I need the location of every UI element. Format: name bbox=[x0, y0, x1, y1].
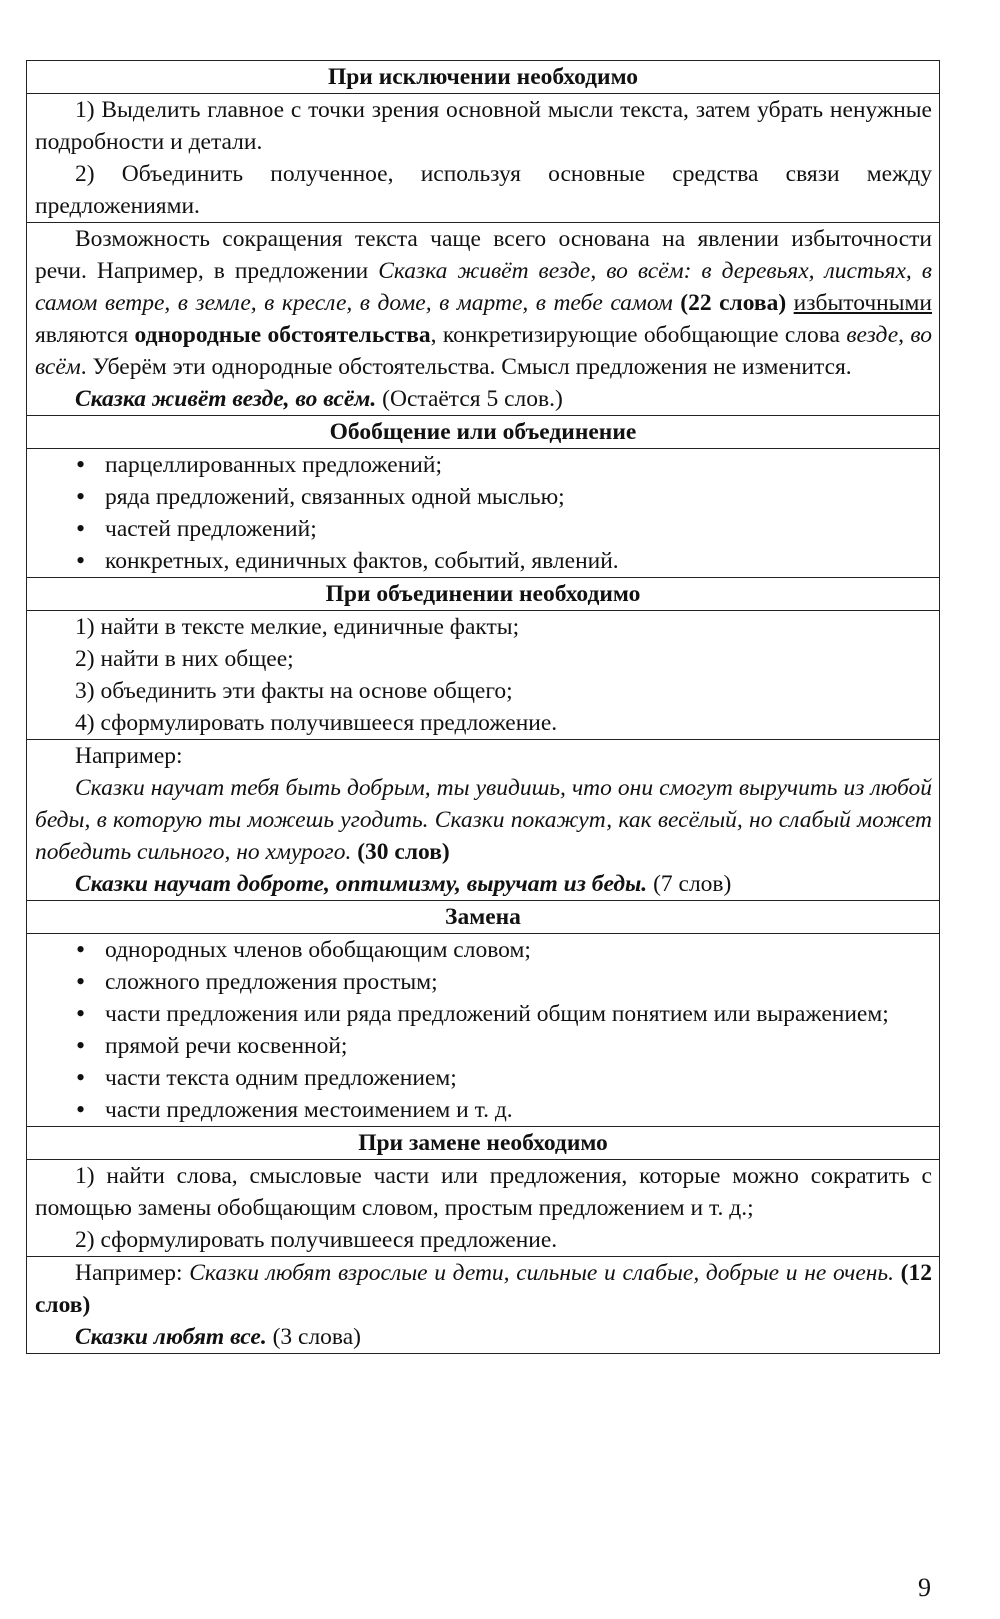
exclusion-step-2: 2) Объединить полученное, используя основные средства связи между предложениями. bbox=[35, 161, 932, 219]
paragraph-text: , конкретизирующие обобщающие слова bbox=[430, 322, 847, 348]
replacement-step-1: 1) найти слова, смысловые части или предложения, которые можно сократить с помощью замены обобщающим словом, простым предложением и т. д.; bbox=[35, 1163, 932, 1221]
list-item: • прямой речи косвенной; bbox=[35, 1030, 932, 1062]
merging-result bbox=[35, 868, 932, 900]
merging-step: 3) объединить эти факты на основе общего; bbox=[75, 678, 513, 704]
list-item: • части текста одним предложением; bbox=[35, 1062, 932, 1094]
paragraph-text: являются bbox=[35, 322, 135, 348]
underlined-term: избыточными bbox=[793, 290, 932, 316]
list-item: • конкретных, единичных фактов, событий, явлений. bbox=[35, 545, 932, 577]
example-quote: Сказки научат тебя быть добрым, ты увидишь, что они смогут выручить из любой беды, в которую ты можешь угодить. Сказки покажут, как весёлый, но слабый может победить сильного, но хмурого. bbox=[35, 775, 932, 865]
italic-words: везде, во всём bbox=[35, 322, 932, 380]
exclusion-header: При исключении необходимо bbox=[27, 61, 939, 94]
example-quote: Сказки любят взрослые и дети, сильные и слабые, добрые и не очень. bbox=[189, 1260, 894, 1286]
result-note: (7 слов) bbox=[647, 871, 732, 897]
result-sentence: Сказки любят все. bbox=[75, 1324, 267, 1350]
example-text bbox=[35, 772, 932, 868]
replacement-steps-header: При замене необходимо bbox=[27, 1127, 939, 1160]
merging-step: 2) найти в них общее; bbox=[75, 646, 294, 672]
example-quote: Сказка живёт везде, во всём: в деревьях, листьях, в самом ветре, в земле, в кресле, в доме, в марте, в тебе самом bbox=[35, 258, 932, 316]
exclusion-steps bbox=[27, 94, 939, 223]
paragraph-text: . Уберём эти однородные обстоятельства. Смысл предложения не изменится. bbox=[80, 354, 852, 380]
example-label: Например: bbox=[75, 743, 183, 769]
list-item: • сложного предложения простым; bbox=[35, 966, 932, 998]
list-item: • ряда предложений, связанных одной мыслью; bbox=[35, 481, 932, 513]
bold-term: однородные обстоятельства bbox=[134, 322, 431, 348]
generalization-header: Обобщение или объединение bbox=[27, 416, 939, 449]
list-item: • части предложения местоимением и т. д. bbox=[35, 1094, 932, 1126]
result-note: (Остаётся 5 слов.) bbox=[376, 386, 563, 412]
merging-steps bbox=[27, 611, 939, 740]
example-text bbox=[35, 1257, 932, 1321]
exclusion-explanation bbox=[27, 223, 939, 416]
list-item: • парцеллированных предложений; bbox=[35, 449, 932, 481]
paragraph-text: Возможность сокращения текста чаще всего основана на явлении избыточности речи. Например, в предложении bbox=[35, 226, 932, 284]
list-item: • однородных членов обобщающим словом; bbox=[35, 934, 932, 966]
result-note: (3 слова) bbox=[266, 1324, 361, 1350]
merging-step: 1) найти в тексте мелкие, единичные факты; bbox=[75, 614, 520, 640]
result-sentence: Сказка живёт везде, во всём. bbox=[75, 386, 377, 412]
replacement-example bbox=[27, 1257, 939, 1353]
result-sentence: Сказки научат доброте, оптимизму, выручат из беды. bbox=[75, 871, 648, 897]
replacement-step-2: 2) сформулировать получившееся предложение. bbox=[75, 1227, 558, 1253]
merging-header: При объединении необходимо bbox=[27, 578, 939, 611]
word-count: (22 слова) bbox=[672, 290, 794, 316]
replacement-steps bbox=[27, 1160, 939, 1257]
page-number: 9 bbox=[918, 1573, 931, 1602]
list-item: • частей предложений; bbox=[35, 513, 932, 545]
replacement-list bbox=[27, 934, 939, 1127]
word-count: (12 слов) bbox=[35, 1260, 933, 1318]
generalization-list bbox=[27, 449, 939, 578]
replacement-result bbox=[35, 1321, 932, 1353]
exclusion-paragraph bbox=[35, 223, 932, 383]
merging-example bbox=[27, 740, 939, 901]
replacement-header: Замена bbox=[27, 901, 939, 934]
exclusion-result bbox=[35, 383, 932, 415]
exclusion-step-1: 1) Выделить главное с точки зрения основной мысли текста, затем убрать ненужные подробности и детали. bbox=[35, 97, 932, 155]
summary-methods-table bbox=[26, 60, 940, 1354]
list-item: • части предложения или ряда предложений общим понятием или выражением; bbox=[35, 998, 932, 1030]
word-count: (30 слов) bbox=[351, 839, 450, 865]
merging-step: 4) сформулировать получившееся предложение. bbox=[75, 710, 558, 736]
example-label: Например: bbox=[75, 1260, 190, 1286]
